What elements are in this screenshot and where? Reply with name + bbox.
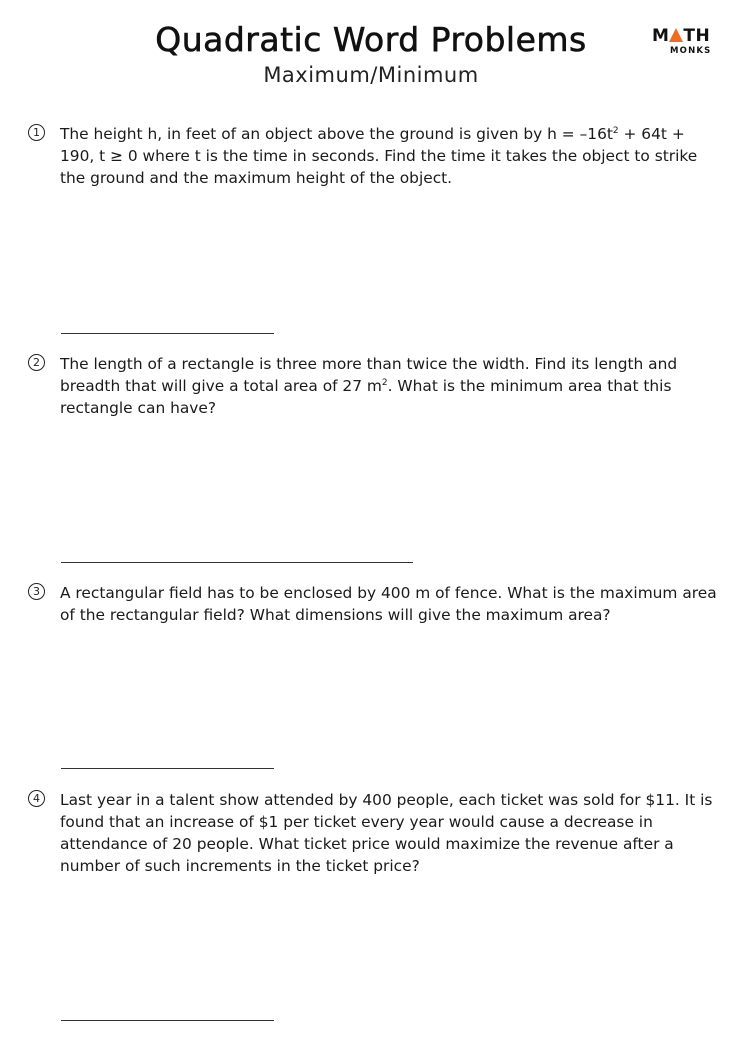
logo-wordmark: [652, 26, 710, 46]
problem-text: The height h, in feet of an object above the ground is given by $h = -16t^2 + 64t + 190$, t ≥ 0 where t is the time in seconds. Find the time it takes the object to strike the ground and the maximum height of the object.: [60, 125, 698, 187]
page-title: Quadratic Word Problems: [155, 20, 587, 59]
problem-2: [28, 353, 718, 423]
triangle-icon: [669, 28, 683, 42]
problem-1: [28, 123, 718, 193]
problem-text: The length of a rectangle is three more than twice the width. Find its length and breadth that will give a total area of 27 $m^2$. What is the minimum area that this rectangle can have?: [60, 355, 678, 417]
logo-letter-m: M: [652, 26, 670, 46]
problem-number: 1: [28, 124, 45, 141]
problem-3: [28, 582, 718, 630]
math-monks-logo: [652, 26, 718, 60]
page-subtitle: Maximum/Minimum: [263, 63, 479, 87]
answer-line[interactable]: [61, 1020, 274, 1021]
logo-letters-th: TH: [683, 26, 711, 46]
problem-text: A rectangular field has to be enclosed by 400 m of fence. What is the maximum area of the rectangular field? What dimensions will give the maximum area?: [60, 584, 717, 624]
logo-subtext: MONKS: [670, 46, 712, 56]
answer-line[interactable]: [61, 562, 413, 563]
problem-4: [28, 789, 718, 881]
problem-number: 2: [28, 354, 45, 371]
answer-line[interactable]: [61, 333, 274, 334]
problem-number: 4: [28, 790, 45, 807]
answer-line[interactable]: [61, 768, 274, 769]
problem-number: 3: [28, 583, 45, 600]
problem-text: Last year in a talent show attended by 400 people, each ticket was sold for $11. It is found that an increase of $1 per ticket every year would cause a decrease in attendance of 20 people. What ticket price would maximize the revenue after a number of such increments in the ticket price?: [60, 791, 713, 875]
